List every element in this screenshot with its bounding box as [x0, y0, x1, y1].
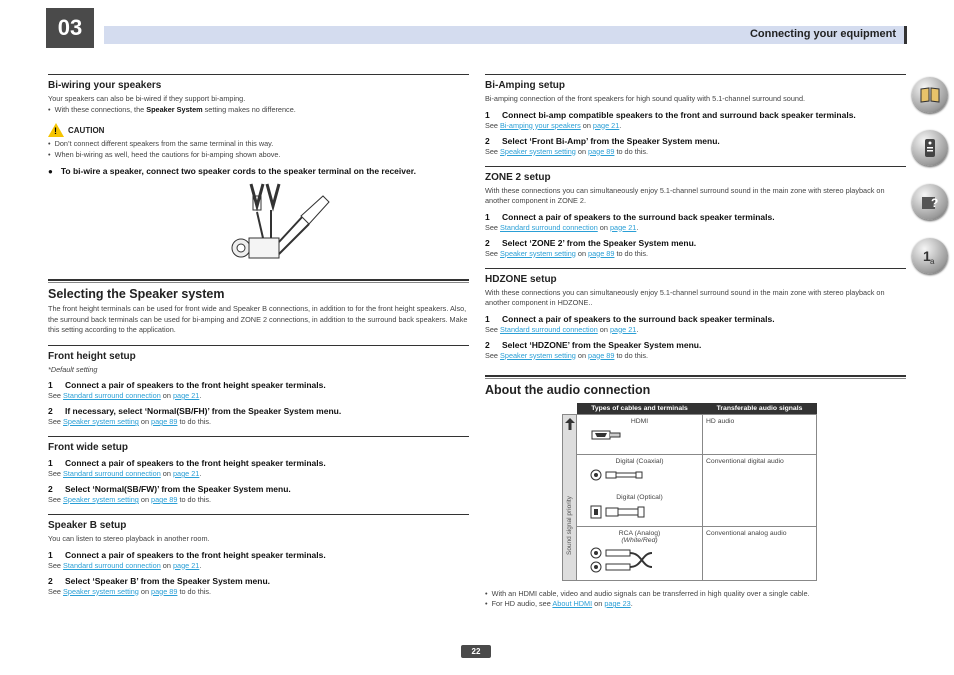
speaker-b-intro: You can listen to stereo playback in another room. [48, 534, 210, 543]
index-icon[interactable] [912, 238, 948, 274]
priority-column [563, 414, 577, 580]
svg-text:a: a [930, 257, 935, 266]
speaker-b-step2: 2 Select ‘Speaker B’ from the Speaker System menu. [48, 575, 271, 586]
hdzone-intro: With these connections you can simultaneously enjoy 5.1-channel surround sound in the main zone with stereo playback on another component in HDZONE.. [485, 287, 885, 307]
left-column [48, 74, 469, 597]
front-height-see1: See Standard surround connection on page 21. [48, 391, 202, 400]
link-page[interactable]: page 21 [172, 560, 200, 570]
link-about-hdmi[interactable]: About HDMI [552, 599, 593, 608]
optical-plug-icon [590, 504, 670, 520]
selecting-title: Selecting the Speaker system [48, 287, 225, 301]
link-standard-surround[interactable]: Standard surround connection [500, 324, 598, 334]
right-column [485, 74, 906, 610]
link-page[interactable]: page 89 [151, 495, 178, 504]
zone2-title: ZONE 2 setup [485, 171, 551, 183]
remote-icon[interactable] [912, 130, 948, 166]
speaker-b-step1: 1 Connect a pair of speakers to the front height speaker terminals. [48, 549, 326, 560]
table-row [563, 454, 817, 526]
front-height-see2: See Speaker system setting on page 89 to do this. [48, 417, 212, 426]
table-row [563, 414, 817, 454]
front-wide-step2: 2 Select ‘Normal(SB/FW)’ from the Speaker System menu. [48, 484, 291, 494]
front-wide-see2: See Speaker system setting on page 89 to do this. [48, 495, 212, 504]
link-page[interactable]: page 21 [609, 222, 637, 232]
link-page[interactable]: page 23 [604, 599, 631, 608]
link-biamping[interactable]: Bi-amping your speakers [500, 120, 581, 130]
link-page[interactable]: page 89 [151, 586, 178, 596]
caution-item: • When bi-wiring as well, heed the cautions for bi-amping shown above. [48, 150, 469, 161]
signal-cell: HD audio [703, 414, 817, 454]
speaker-b-title: Speaker B setup [48, 520, 127, 531]
warning-icon [48, 123, 64, 137]
priority-label: Sound signal priority [566, 495, 573, 555]
link-page[interactable]: page 21 [592, 120, 620, 130]
audio-note-2: • For HD audio, see About HDMI on page 23. [485, 599, 906, 610]
link-standard-surround[interactable]: Standard surround connection [500, 222, 598, 232]
help-icon[interactable] [912, 184, 948, 220]
table-header-cables: Types of cables and terminals [577, 403, 703, 415]
biwiring-bullet: • With these connections, the Speaker System setting makes no difference. [48, 105, 469, 116]
caution-label: CAUTION [68, 125, 105, 135]
biamping-see2: See Speaker system setting on page 89 to do this. [485, 146, 649, 156]
zone2-see2: See Speaker system setting on page 89 to do this. [485, 248, 649, 258]
link-page[interactable]: page 21 [609, 324, 637, 334]
biwiring-intro: Your speakers can also be bi-wired if they support bi-amping. [48, 94, 246, 103]
arrow-up-icon [565, 418, 575, 430]
link-standard-surround[interactable]: Standard surround connection [63, 560, 161, 570]
caution-item: • Don’t connect different speakers from the same terminal in this way. [48, 139, 469, 150]
chapter-number: 03 [46, 8, 94, 48]
front-height-step1: 1 Connect a pair of speakers to the front height speaker terminals. [48, 380, 326, 390]
cable-name: Digital (Optical) [616, 493, 663, 501]
speaker-terminal-illustration [48, 176, 469, 271]
zone2-see1: See Standard surround connection on page 21. [485, 222, 639, 232]
zone2-step2: 2 Select ‘ZONE 2’ from the Speaker System menu. [485, 237, 697, 248]
biwiring-title: Bi-wiring your speakers [48, 80, 162, 91]
biwiring-instruction: ● To bi-wire a speaker, connect two speaker cords to the speaker terminal on the receiver. [48, 166, 469, 176]
link-page[interactable]: page 89 [588, 146, 615, 156]
cable-sub: (White/Red) [621, 536, 658, 544]
front-wide-see1: See Standard surround connection on page 21. [48, 469, 202, 478]
cable-name: Digital (Coaxial) [615, 457, 664, 465]
cable-name: RCA (Analog) [618, 529, 661, 537]
link-page[interactable]: page 21 [172, 391, 200, 400]
hdmi-plug-icon [590, 428, 650, 442]
audio-note-1: • With an HDMI cable, video and audio signals can be transferred in high quality over a single cable. [485, 589, 906, 600]
biamping-see1: See Bi-amping your speakers on page 21. [485, 120, 622, 130]
hdzone-see2: See Speaker system setting on page 89 to do this. [485, 350, 649, 360]
front-wide-title: Front wide setup [48, 442, 128, 453]
audio-connection-table [562, 403, 817, 581]
header-bar [104, 26, 907, 44]
page-number: 22 [461, 645, 491, 658]
front-wide-step1: 1 Connect a pair of speakers to the front height speaker terminals. [48, 458, 326, 468]
biamping-title: Bi-Amping setup [485, 80, 565, 91]
svg-text:1: 1 [923, 248, 931, 264]
rca-plug-icon [590, 547, 670, 573]
link-page[interactable]: page 21 [172, 469, 200, 478]
link-speaker-system-setting[interactable]: Speaker system setting [63, 586, 139, 596]
hdzone-step2: 2 Select ‘HDZONE’ from the Speaker System menu. [485, 339, 702, 350]
biamping-step1: 1 Connect bi-amp compatible speakers to the front and surround back speaker terminals. [485, 109, 856, 120]
speaker-b-see2: See Speaker system setting on page 89 to do this. [48, 586, 212, 596]
link-page[interactable]: page 89 [588, 350, 615, 360]
table-row [563, 526, 817, 580]
zone2-intro: With these connections you can simultaneously enjoy 5.1-channel surround sound in the main zone with stereo playback on another component in ZONE 2. [485, 185, 885, 205]
hdzone-see1: See Standard surround connection on page 21. [485, 324, 639, 334]
link-page[interactable]: page 89 [588, 248, 615, 258]
link-speaker-system-setting[interactable]: Speaker system setting [500, 248, 576, 258]
link-speaker-system-setting[interactable]: Speaker system setting [63, 495, 139, 504]
link-speaker-system-setting[interactable]: Speaker system setting [500, 350, 576, 360]
caution-header [48, 123, 469, 137]
selecting-body: The front height terminals can be used for front wide and Speaker B connections, in addition to for the front height speakers. Also, the surround back terminals can be used for bi-amping and ZONE 2 connections, in addition to the surround back speakers. Make this setting according to the application. [48, 304, 468, 334]
biamping-intro: Bi-amping connection of the front speakers for high sound quality with 5.1-channel surround sound. [485, 94, 806, 103]
link-page[interactable]: page 89 [151, 417, 178, 426]
hdzone-title: HDZONE setup [485, 273, 557, 285]
speaker-b-see1: See Standard surround connection on page 21. [48, 560, 202, 570]
signal-cell: Conventional digital audio [703, 454, 817, 526]
svg-text:?: ? [931, 196, 939, 210]
signal-cell: Conventional analog audio [703, 526, 817, 580]
chapter-title: Connecting your equipment [749, 28, 896, 40]
link-speaker-system-setting[interactable]: Speaker system setting [63, 417, 139, 426]
biamping-step2: 2 Select ‘Front Bi-Amp’ from the Speaker System menu. [485, 135, 720, 146]
table-header-signals: Transferable audio signals [703, 403, 817, 415]
hdzone-step1: 1 Connect a pair of speakers to the surround back speaker terminals. [485, 313, 775, 324]
coaxial-plug-icon [590, 468, 670, 482]
zone2-step1: 1 Connect a pair of speakers to the surround back speaker terminals. [485, 211, 775, 222]
cable-name: HDMI [630, 417, 649, 425]
book-icon[interactable] [912, 77, 948, 113]
front-height-step2: 2 If necessary, select ‘Normal(SB/FH)’ from the Speaker System menu. [48, 406, 342, 416]
link-standard-surround[interactable]: Standard surround connection [63, 469, 161, 478]
default-setting-note: *Default setting [48, 364, 98, 374]
link-speaker-system-setting[interactable]: Speaker system setting [500, 146, 576, 156]
link-standard-surround[interactable]: Standard surround connection [63, 391, 161, 400]
audio-title: About the audio connection [485, 382, 651, 397]
front-height-title: Front height setup [48, 350, 136, 362]
